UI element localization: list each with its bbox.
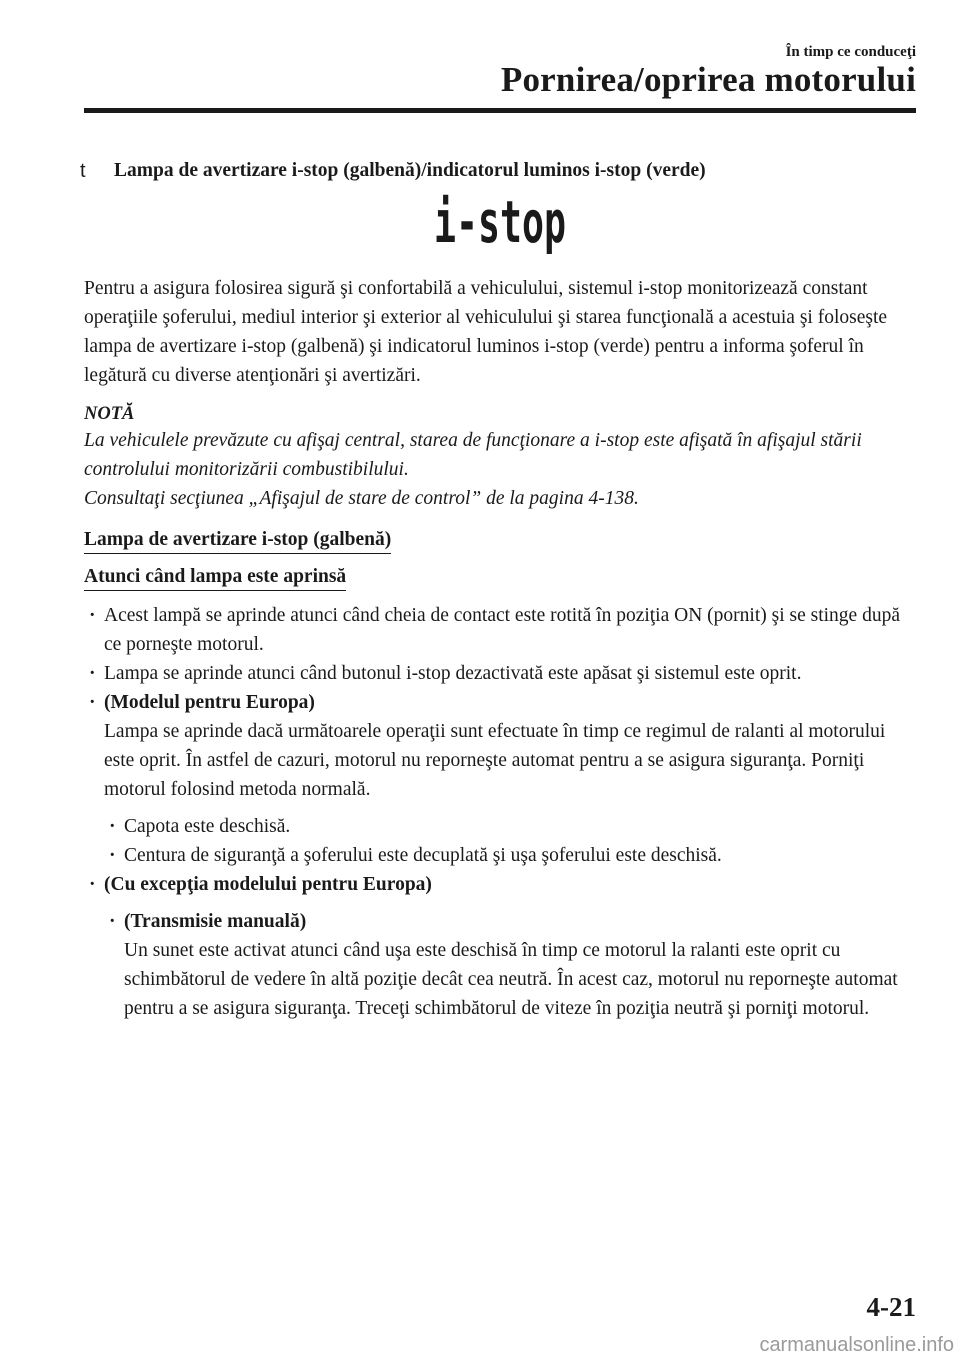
europe-text: Lampa se aprinde dacă următoarele operaţii sunt efectuate în timp ce regimul de ralanti al motorului este oprit. În astfel de cazuri, motorul nu reporneşte automat pentru a se asigura siguranţa. Porniţi motorul folosind metoda normală. — [104, 721, 886, 800]
page-content — [80, 160, 916, 1023]
header-divider — [84, 108, 916, 113]
list-item: · Lampa se aprinde atunci când butonul i-stop dezactivată este apăsat şi sistemul este oprit. — [84, 659, 916, 688]
page-title: Pornirea/oprirea motorului — [500, 60, 916, 99]
chapter-label: În timp ce conduceţi — [785, 44, 916, 60]
istop-logo-icon — [430, 188, 570, 264]
warning-lamp-heading: Lampa de avertizare i-stop (galbenă) — [84, 529, 391, 554]
list-item: · Capota este deschisă. — [104, 812, 916, 841]
list-item: · Acest lampă se aprinde atunci când cheia de contact este rotită în poziţia ON (pornit) şi se stinge după ce porneşte motorul. — [84, 601, 916, 659]
note-text-1: La vehiculele prevăzute cu afişaj central, starea de funcţionare a i-stop este afişată în afişajul stării controlului monitorizării combustibilului. — [84, 430, 862, 480]
list-item-non-europe — [84, 870, 916, 1023]
section-heading-text: Lampa de avertizare i-stop (galbenă)/indicatorul luminos i-stop (verde) — [114, 160, 706, 181]
istop-logo — [84, 188, 916, 264]
page-number: 4-21 — [866, 1292, 916, 1322]
watermark: carmanualsonline.info — [759, 1334, 954, 1356]
list-item-europe — [84, 688, 916, 870]
lamp-on-subheading: Atunci când lampa este aprinsă — [84, 566, 346, 591]
note-text-2: Consultaţi secţiunea „Afişajul de stare de control” de la pagina 4-138. — [84, 488, 639, 509]
section-heading — [80, 160, 916, 182]
list-item: · Centura de siguranţă a şoferului este decuplată şi uşa şoferului este deschisă. — [104, 841, 916, 870]
europe-sub-list — [104, 812, 916, 870]
list-item-manual-transmission — [104, 907, 916, 1023]
lamp-on-list — [84, 601, 916, 1023]
intro-paragraph: Pentru a asigura folosirea sigură şi confortabilă a vehiculului, sistemul i-stop monitorizează constant operaţiile şoferului, mediul interior şi exterior al vehiculului şi starea funcţională a acestuia şi foloseşte lampa de avertizare i-stop (galbenă) şi indicatorul luminos i-stop (verde) pentru a informa şoferul în legătură cu diverse atenţionări şi avertizări. — [84, 278, 888, 386]
manual-transmission-label: · (Transmisie manuală) — [124, 911, 307, 932]
non-europe-label: · (Cu excepţia modelului pentru Europa) — [104, 874, 432, 895]
non-europe-sub-list — [104, 907, 916, 1023]
note-title: NOTĂ — [84, 404, 135, 424]
europe-label: · (Modelul pentru Europa) — [104, 692, 315, 713]
istop-logo-text: i-stop — [434, 188, 566, 256]
section-marker: t — [80, 160, 86, 182]
manual-transmission-text: Un sunet este activat atunci când uşa este deschisă în timp ce motorul la ralanti este oprit cu schimbătorul de vedere în altă poziţie decât cea neutră. În acest caz, motorul nu reporneşte automat pentru a se asigura siguranţa. Treceţi schimbătorul de viteze în poziţia neutră şi porniţi motorul. — [124, 940, 898, 1019]
